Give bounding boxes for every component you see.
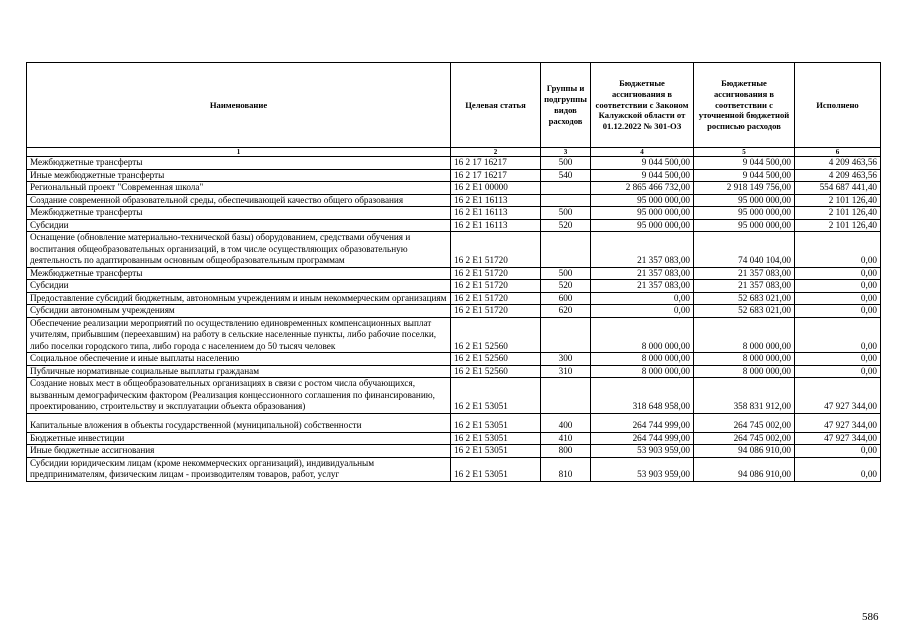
header-target: Целевая статья (451, 63, 541, 148)
row-refined-amount: 94 086 910,00 (694, 445, 795, 458)
row-executed-amount: 2 101 126,40 (795, 194, 881, 207)
row-law-amount: 53 903 959,00 (591, 457, 694, 481)
budget-table-sheet (26, 62, 880, 482)
column-index: 3 (541, 148, 591, 157)
row-name: Создание современной образовательной среды, обеспечивающей качество общего образования (27, 194, 451, 207)
row-law-amount: 9 044 500,00 (591, 169, 694, 182)
row-executed-amount: 2 101 126,40 (795, 219, 881, 232)
table-row (27, 378, 881, 414)
row-name: Публичные нормативные социальные выплаты гражданам (27, 365, 451, 378)
row-law-amount: 8 000 000,00 (591, 365, 694, 378)
table-row (27, 317, 881, 353)
row-group (541, 182, 591, 195)
row-refined-amount: 264 745 002,00 (694, 413, 795, 432)
header-row (27, 63, 881, 148)
column-index-row (27, 148, 881, 157)
row-executed-amount: 0,00 (795, 232, 881, 268)
row-law-amount: 2 865 466 732,00 (591, 182, 694, 195)
row-refined-amount: 9 044 500,00 (694, 157, 795, 170)
column-index: 1 (27, 148, 451, 157)
row-executed-amount: 47 927 344,00 (795, 432, 881, 445)
row-group (541, 194, 591, 207)
row-law-amount: 21 357 083,00 (591, 280, 694, 293)
row-name: Межбюджетные трансферты (27, 157, 451, 170)
row-target-code: 16 2 E1 51720 (451, 305, 541, 318)
row-target-code: 16 2 17 16217 (451, 169, 541, 182)
row-target-code: 16 2 E1 53051 (451, 378, 541, 414)
row-law-amount: 8 000 000,00 (591, 317, 694, 353)
row-target-code: 16 2 E1 51720 (451, 267, 541, 280)
row-target-code: 16 2 E1 00000 (451, 182, 541, 195)
table-row (27, 413, 881, 432)
row-refined-amount: 95 000 000,00 (694, 194, 795, 207)
row-law-amount: 0,00 (591, 305, 694, 318)
row-group: 500 (541, 207, 591, 220)
row-executed-amount: 0,00 (795, 317, 881, 353)
row-executed-amount: 0,00 (795, 353, 881, 366)
table-row (27, 169, 881, 182)
row-name: Субсидии автономным учреждениям (27, 305, 451, 318)
table-row (27, 445, 881, 458)
row-refined-amount: 8 000 000,00 (694, 365, 795, 378)
row-refined-amount: 95 000 000,00 (694, 219, 795, 232)
row-executed-amount: 4 209 463,56 (795, 169, 881, 182)
row-group: 810 (541, 457, 591, 481)
row-name: Субсидии (27, 219, 451, 232)
row-refined-amount: 21 357 083,00 (694, 280, 795, 293)
row-executed-amount: 2 101 126,40 (795, 207, 881, 220)
row-target-code: 16 2 E1 51720 (451, 280, 541, 293)
header-refined: Бюджетные ассигнования в соответствии с уточненной бюджетной росписью расходов (694, 63, 795, 148)
row-executed-amount: 0,00 (795, 267, 881, 280)
row-refined-amount: 52 683 021,00 (694, 292, 795, 305)
row-target-code: 16 2 17 16217 (451, 157, 541, 170)
row-name: Субсидии (27, 280, 451, 293)
row-target-code: 16 2 E1 52560 (451, 317, 541, 353)
row-executed-amount: 4 209 463,56 (795, 157, 881, 170)
row-target-code: 16 2 E1 52560 (451, 353, 541, 366)
table-row (27, 292, 881, 305)
row-executed-amount: 0,00 (795, 292, 881, 305)
row-group: 520 (541, 219, 591, 232)
row-group: 620 (541, 305, 591, 318)
row-target-code: 16 2 E1 51720 (451, 292, 541, 305)
header-law: Бюджетные ассигнования в соответствии с Законом Калужской области от 01.12.2022 № 301-ОЗ (591, 63, 694, 148)
row-group: 800 (541, 445, 591, 458)
row-name: Социальное обеспечение и иные выплаты населению (27, 353, 451, 366)
row-name: Оснащение (обновление материально-технической базы) оборудованием, средствами обучения и воспитания общеобразовательных организаций, в том числе осуществляющих образовательную деятельность по адаптированным основным общеобразовательным программам (27, 232, 451, 268)
row-refined-amount: 94 086 910,00 (694, 457, 795, 481)
row-group: 520 (541, 280, 591, 293)
row-group (541, 378, 591, 414)
table-row (27, 457, 881, 481)
row-executed-amount: 47 927 344,00 (795, 413, 881, 432)
row-law-amount: 21 357 083,00 (591, 232, 694, 268)
row-law-amount: 21 357 083,00 (591, 267, 694, 280)
row-executed-amount: 0,00 (795, 445, 881, 458)
row-executed-amount: 554 687 441,40 (795, 182, 881, 195)
row-refined-amount: 8 000 000,00 (694, 353, 795, 366)
table-row (27, 365, 881, 378)
row-law-amount: 318 648 958,00 (591, 378, 694, 414)
row-target-code: 16 2 E1 52560 (451, 365, 541, 378)
row-name: Межбюджетные трансферты (27, 267, 451, 280)
row-target-code: 16 2 E1 53051 (451, 432, 541, 445)
column-index: 4 (591, 148, 694, 157)
row-law-amount: 95 000 000,00 (591, 219, 694, 232)
table-row (27, 353, 881, 366)
row-refined-amount: 21 357 083,00 (694, 267, 795, 280)
row-target-code: 16 2 E1 16113 (451, 219, 541, 232)
row-target-code: 16 2 E1 16113 (451, 194, 541, 207)
row-target-code: 16 2 E1 53051 (451, 413, 541, 432)
row-name: Бюджетные инвестиции (27, 432, 451, 445)
table-row (27, 194, 881, 207)
header-name: Наименование (27, 63, 451, 148)
row-refined-amount: 95 000 000,00 (694, 207, 795, 220)
row-group: 300 (541, 353, 591, 366)
page-number: 586 (862, 611, 879, 623)
row-refined-amount: 52 683 021,00 (694, 305, 795, 318)
row-law-amount: 264 744 999,00 (591, 432, 694, 445)
row-target-code: 16 2 E1 16113 (451, 207, 541, 220)
header-executed: Исполнено (795, 63, 881, 148)
row-target-code: 16 2 E1 53051 (451, 445, 541, 458)
budget-table (26, 62, 881, 482)
row-law-amount: 0,00 (591, 292, 694, 305)
row-executed-amount: 47 927 344,00 (795, 378, 881, 414)
row-target-code: 16 2 E1 53051 (451, 457, 541, 481)
table-row (27, 432, 881, 445)
row-name: Иные бюджетные ассигнования (27, 445, 451, 458)
row-group (541, 232, 591, 268)
row-group (541, 317, 591, 353)
row-refined-amount: 2 918 149 756,00 (694, 182, 795, 195)
column-index: 5 (694, 148, 795, 157)
row-name: Субсидии юридическим лицам (кроме некоммерческих организаций), индивидуальным предпринимателям, физическим лицам - производителям товаров, работ, услуг (27, 457, 451, 481)
row-law-amount: 8 000 000,00 (591, 353, 694, 366)
table-row (27, 280, 881, 293)
row-name: Капитальные вложения в объекты государственной (муниципальной) собственности (27, 413, 451, 432)
row-refined-amount: 9 044 500,00 (694, 169, 795, 182)
header-groups: Группы и подгруппы видов расходов (541, 63, 591, 148)
table-row (27, 207, 881, 220)
row-law-amount: 95 000 000,00 (591, 194, 694, 207)
table-row (27, 219, 881, 232)
row-executed-amount: 0,00 (795, 365, 881, 378)
row-executed-amount: 0,00 (795, 280, 881, 293)
table-row (27, 157, 881, 170)
row-executed-amount: 0,00 (795, 305, 881, 318)
row-group: 310 (541, 365, 591, 378)
row-law-amount: 53 903 959,00 (591, 445, 694, 458)
row-group: 540 (541, 169, 591, 182)
row-group: 600 (541, 292, 591, 305)
row-name: Иные межбюджетные трансферты (27, 169, 451, 182)
table-row (27, 267, 881, 280)
row-refined-amount: 264 745 002,00 (694, 432, 795, 445)
row-name: Межбюджетные трансферты (27, 207, 451, 220)
row-name: Предоставление субсидий бюджетным, автономным учреждениям и иным некоммерческим организациям (27, 292, 451, 305)
row-law-amount: 95 000 000,00 (591, 207, 694, 220)
row-group: 500 (541, 267, 591, 280)
column-index: 2 (451, 148, 541, 157)
row-refined-amount: 8 000 000,00 (694, 317, 795, 353)
row-refined-amount: 358 831 912,00 (694, 378, 795, 414)
column-index: 6 (795, 148, 881, 157)
row-law-amount: 9 044 500,00 (591, 157, 694, 170)
row-name: Региональный проект "Современная школа" (27, 182, 451, 195)
table-row (27, 182, 881, 195)
table-row (27, 305, 881, 318)
row-target-code: 16 2 E1 51720 (451, 232, 541, 268)
row-group: 410 (541, 432, 591, 445)
row-name: Создание новых мест в общеобразовательных организациях в связи с ростом числа обучающихся, вызванным демографическим фактором (Реализация концессионного соглашения по финансированию, проектированию, строительству и эксплуатации объекта образования) (27, 378, 451, 414)
row-law-amount: 264 744 999,00 (591, 413, 694, 432)
table-row (27, 232, 881, 268)
row-executed-amount: 0,00 (795, 457, 881, 481)
row-group: 400 (541, 413, 591, 432)
row-group: 500 (541, 157, 591, 170)
row-refined-amount: 74 040 104,00 (694, 232, 795, 268)
row-name: Обеспечение реализации мероприятий по осуществлению единовременных компенсационных выплат учителям, прибывшим (переехавшим) на работу в сельские населенные пункты, либо рабочие поселки, либо поселки городского типа, либо города с населением до 50 тысяч человек (27, 317, 451, 353)
